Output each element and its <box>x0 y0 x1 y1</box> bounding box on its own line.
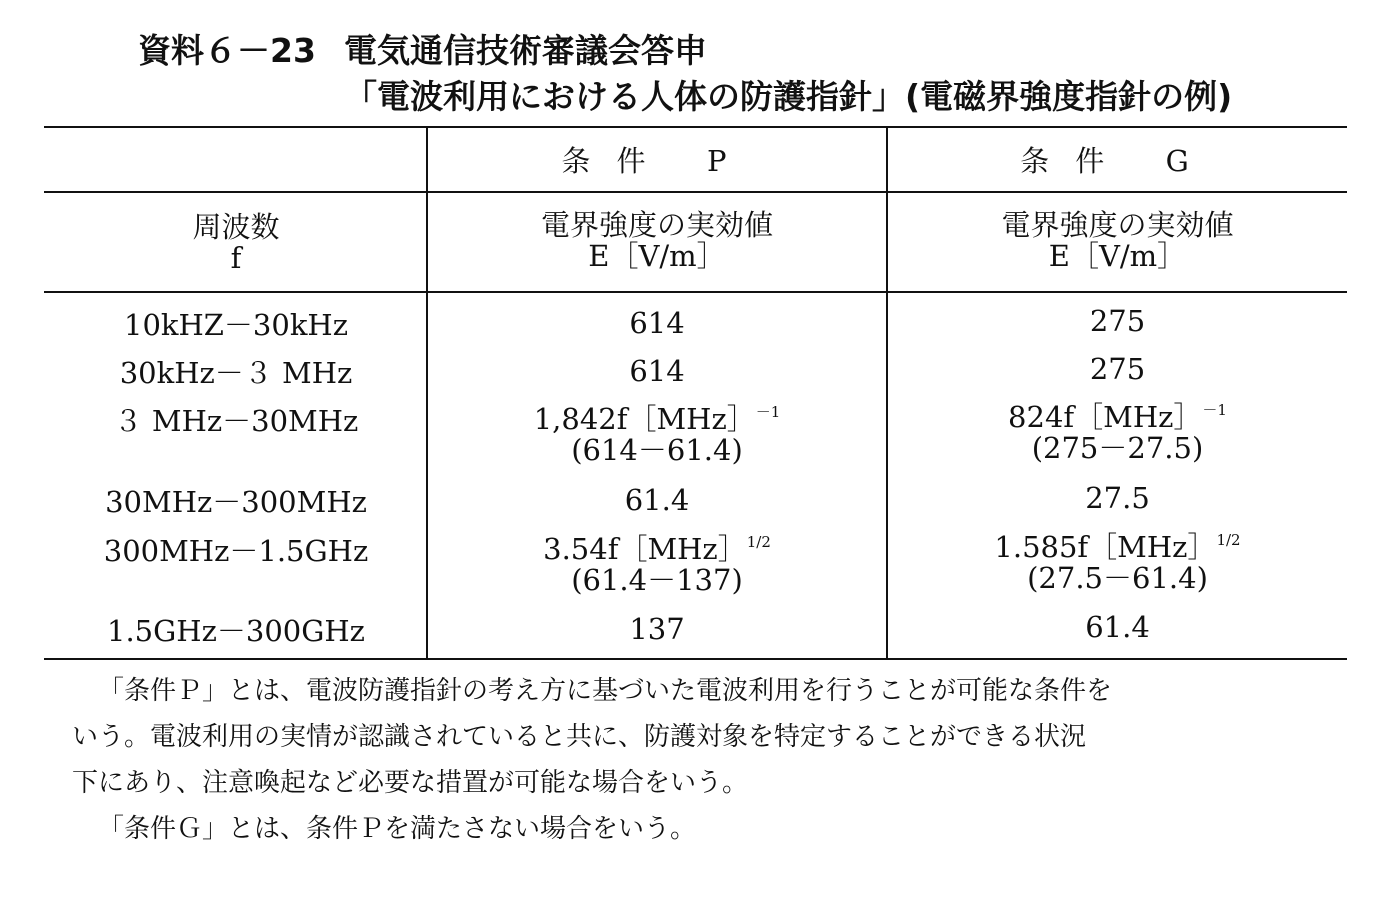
formula-p-exponent: 1/2 <box>746 533 771 551</box>
range-g: (27.5－61.4) <box>1027 561 1208 595</box>
table-row-value-g: 275 <box>1089 352 1146 386</box>
formula-g <box>888 532 1347 563</box>
table-row-frequency: 30kHz－３ MHz <box>119 356 353 390</box>
notes <box>72 668 1332 852</box>
note-line: 「条件Ｐ」とは、電波防護指針の考え方に基づいた電波利用を行うことが可能な条件を <box>98 676 1113 706</box>
table-row-value-g: 61.4 <box>1085 610 1150 644</box>
table-row-frequency: 1.5GHz－300GHz <box>107 614 365 648</box>
formula-g-exponent: －1 <box>1202 401 1227 419</box>
formula-p <box>428 404 886 435</box>
field-strength-header-p-unit: E［V/m］ <box>588 239 726 273</box>
table-row-frequency: 10kHZ－30kHz <box>124 308 348 342</box>
table-row-frequency: 300MHz－1.5GHz <box>103 534 369 568</box>
condition-g-header: 条件 G <box>1020 144 1215 178</box>
condition-p-header: 条件 P <box>561 144 753 178</box>
table-row-value-g: 27.5 <box>1085 481 1150 515</box>
range-g: (275－27.5) <box>1031 431 1204 465</box>
formula-p-base: 3.54f［MHz］ <box>543 532 747 566</box>
note-line: いう。電波利用の実情が認識されていると共に、防護対象を特定することができる状況 <box>72 722 1087 752</box>
table-row-value-p: 137 <box>629 612 685 646</box>
table-header-rule <box>44 291 1347 293</box>
table-row-value-p: 614 <box>629 306 685 340</box>
field-strength-header-g-unit: E［V/m］ <box>1048 239 1187 273</box>
formula-g-base: 1.585f［MHz］ <box>994 530 1217 564</box>
formula-p-base: 1,842f［MHz］ <box>533 402 756 436</box>
table-row-value-p <box>428 534 886 596</box>
table-row-value-g <box>888 532 1347 594</box>
note-line: 「条件Ｇ」とは、条件Ｐを満たさない場合をいう。 <box>98 814 697 844</box>
note-line: 下にあり、注意喚起など必要な措置が可能な場合をいう。 <box>72 768 749 798</box>
formula-p <box>428 534 886 565</box>
table-row-value-p: 614 <box>629 354 685 388</box>
table-row-value-g: 275 <box>1089 304 1146 338</box>
document-title-text: 電気通信技術審議会答申 <box>344 31 707 70</box>
table-row-value-p: 61.4 <box>624 483 690 517</box>
field-strength-header-p-label: 電界強度の実効値 <box>540 208 773 242</box>
table-top-rule <box>44 126 1347 128</box>
frequency-header <box>46 212 426 274</box>
field-strength-header-g <box>888 210 1347 272</box>
document-subtitle: 「電波利用における人体の防護指針」(電磁界強度指針の例) <box>344 77 1233 116</box>
table-condition-rule <box>44 191 1347 193</box>
formula-g-exponent: 1/2 <box>1216 531 1241 549</box>
table-row-value-p <box>428 404 886 466</box>
field-strength-header-g-label: 電界強度の実効値 <box>1001 208 1234 242</box>
document-label: 資料６－23 <box>138 31 316 70</box>
formula-g <box>888 402 1347 433</box>
range-p: (61.4－137) <box>571 563 743 597</box>
frequency-header-label: 周波数 <box>192 210 280 244</box>
frequency-header-symbol: f <box>230 241 242 275</box>
table-row-frequency: 30MHz－300MHz <box>105 485 367 519</box>
formula-p-exponent: －1 <box>755 403 781 421</box>
formula-g-base: 824f［MHz］ <box>1008 400 1203 434</box>
table-row-frequency: ３ MHz－30MHz <box>113 404 359 438</box>
range-p: (614－61.4) <box>571 433 743 467</box>
document-title <box>138 30 707 72</box>
field-strength-header-p <box>428 210 886 272</box>
table-row-value-g <box>888 402 1347 464</box>
table-bottom-rule <box>44 658 1347 660</box>
